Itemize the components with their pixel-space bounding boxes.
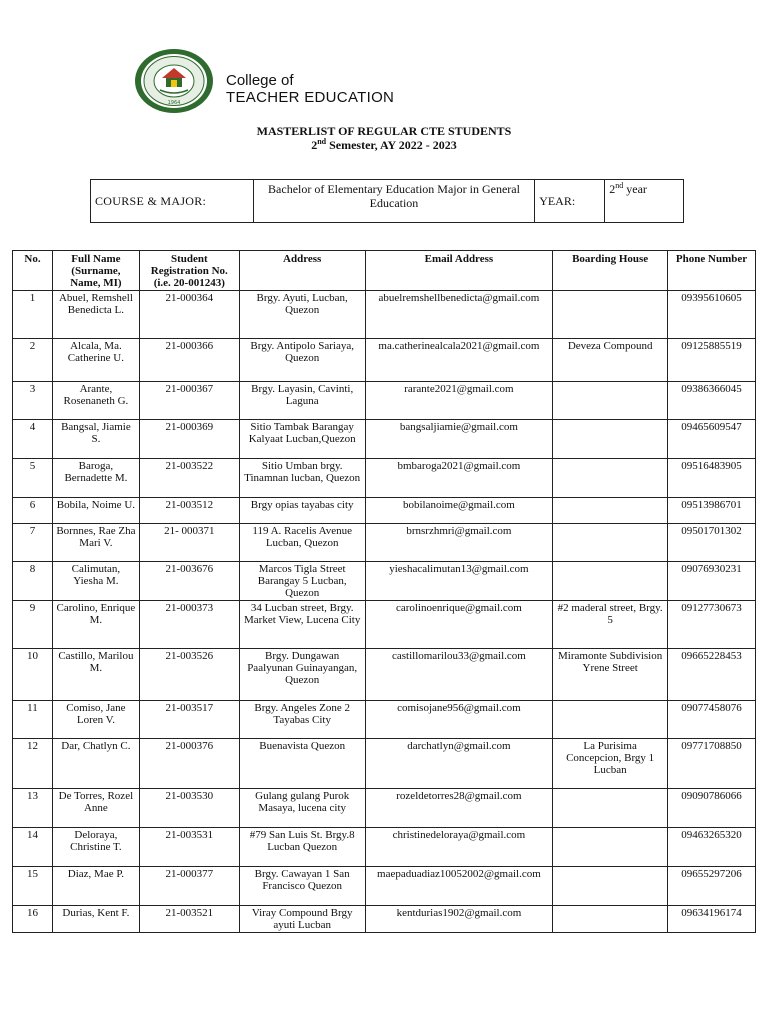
document-header <box>134 48 534 116</box>
boarding-house <box>553 789 668 828</box>
boarding-house: La Purisima Concepcion, Brgy 1 Lucban <box>553 739 668 789</box>
address: Brgy. Ayuti, Lucban, Quezon <box>239 291 365 339</box>
table-row <box>13 789 756 828</box>
table-row <box>13 382 756 420</box>
row-number: 8 <box>13 562 53 601</box>
boarding-house <box>553 382 668 420</box>
registration-number: 21-000373 <box>139 601 239 649</box>
address: Sitio Umban brgy. Tinamnan lucban, Quezon <box>239 459 365 498</box>
column-header: No. <box>13 251 53 291</box>
table-row <box>13 867 756 906</box>
year-value <box>605 180 684 223</box>
phone-number: 09395610605 <box>668 291 756 339</box>
address: Gulang gulang Purok Masaya, lucena city <box>239 789 365 828</box>
email-address: ma.catherinealcala2021@gmail.com <box>365 339 553 382</box>
column-header: Address <box>239 251 365 291</box>
full-name: Alcala, Ma. Catherine U. <box>52 339 139 382</box>
full-name: De Torres, Rozel Anne <box>52 789 139 828</box>
full-name: Deloraya, Christine T. <box>52 828 139 867</box>
address: 34 Lucban street, Brgy. Market View, Lucena City <box>239 601 365 649</box>
row-number: 16 <box>13 906 53 933</box>
document-titles <box>0 124 768 152</box>
column-header: Student Registration No. (i.e. 20-001243) <box>139 251 239 291</box>
address: 119 A. Racelis Avenue Lucban, Quezon <box>239 524 365 562</box>
phone-number: 09501701302 <box>668 524 756 562</box>
phone-number: 09634196174 <box>668 906 756 933</box>
email-address: bmbaroga2021@gmail.com <box>365 459 553 498</box>
phone-number: 09771708850 <box>668 739 756 789</box>
email-address: kentdurias1902@gmail.com <box>365 906 553 933</box>
registration-number: 21-003522 <box>139 459 239 498</box>
phone-number: 09127730673 <box>668 601 756 649</box>
full-name: Comiso, Jane Loren V. <box>52 701 139 739</box>
boarding-house <box>553 701 668 739</box>
row-number: 13 <box>13 789 53 828</box>
full-name: Bornnes, Rae Zha Mari V. <box>52 524 139 562</box>
semester-number: 2 <box>311 138 318 152</box>
row-number: 7 <box>13 524 53 562</box>
row-number: 5 <box>13 459 53 498</box>
college-line1: College of <box>226 72 294 89</box>
email-address: christinedeloraya@gmail.com <box>365 828 553 867</box>
email-address: abuelremshellbenedicta@gmail.com <box>365 291 553 339</box>
phone-number: 09465609547 <box>668 420 756 459</box>
email-address: maepaduadiaz10052002@gmail.com <box>365 867 553 906</box>
address: #79 San Luis St. Brgy.8 Lucban Quezon <box>239 828 365 867</box>
boarding-house: Deveza Compound <box>553 339 668 382</box>
course-info-table <box>90 179 684 223</box>
year-ordinal: nd <box>615 181 624 190</box>
boarding-house <box>553 867 668 906</box>
table-row <box>13 906 756 933</box>
full-name: Carolino, Enrique M. <box>52 601 139 649</box>
registration-number: 21-003531 <box>139 828 239 867</box>
phone-number: 09125885519 <box>668 339 756 382</box>
course-label: COURSE & MAJOR: <box>91 180 254 223</box>
table-row <box>13 339 756 382</box>
column-header: Email Address <box>365 251 553 291</box>
full-name: Bobila, Noime U. <box>52 498 139 524</box>
row-number: 4 <box>13 420 53 459</box>
phone-number: 09077458076 <box>668 701 756 739</box>
boarding-house <box>553 828 668 867</box>
year-rest: year <box>623 182 647 196</box>
full-name: Arante, Rosenaneth G. <box>52 382 139 420</box>
address: Brgy. Antipolo Sariaya, Quezon <box>239 339 365 382</box>
registration-number: 21-000369 <box>139 420 239 459</box>
full-name: Castillo, Marilou M. <box>52 649 139 701</box>
row-number: 12 <box>13 739 53 789</box>
registration-number: 21-000377 <box>139 867 239 906</box>
row-number: 6 <box>13 498 53 524</box>
table-header-row <box>13 251 756 291</box>
full-name: Abuel, Remshell Benedicta L. <box>52 291 139 339</box>
address: Buenavista Quezon <box>239 739 365 789</box>
student-masterlist-table <box>12 250 756 933</box>
table-row <box>13 524 756 562</box>
column-header: Phone Number <box>668 251 756 291</box>
boarding-house <box>553 420 668 459</box>
semester-rest: Semester, AY 2022 - 2023 <box>326 138 457 152</box>
boarding-house <box>553 498 668 524</box>
address: Sitio Tambak Barangay Kalyaat Lucban,Quezon <box>239 420 365 459</box>
address: Brgy. Cawayan 1 San Francisco Quezon <box>239 867 365 906</box>
registration-number: 21-003517 <box>139 701 239 739</box>
full-name: Dar, Chatlyn C. <box>52 739 139 789</box>
row-number: 1 <box>13 291 53 339</box>
row-number: 11 <box>13 701 53 739</box>
registration-number: 21-003512 <box>139 498 239 524</box>
address: Brgy. Dungawan Paalyunan Guinayangan, Quezon <box>239 649 365 701</box>
phone-number: 09516483905 <box>668 459 756 498</box>
address: Marcos Tigla Street Barangay 5 Lucban, Quezon <box>239 562 365 601</box>
phone-number: 09076930231 <box>668 562 756 601</box>
email-address: castillomarilou33@gmail.com <box>365 649 553 701</box>
boarding-house <box>553 562 668 601</box>
boarding-house <box>553 291 668 339</box>
row-number: 3 <box>13 382 53 420</box>
phone-number: 09386366045 <box>668 382 756 420</box>
row-number: 15 <box>13 867 53 906</box>
email-address: yieshacalimutan13@gmail.com <box>365 562 553 601</box>
college-name <box>226 72 394 106</box>
table-row <box>13 459 756 498</box>
table-row <box>13 828 756 867</box>
email-address: rozeldetorres28@gmail.com <box>365 789 553 828</box>
registration-number: 21-003530 <box>139 789 239 828</box>
svg-text:1964: 1964 <box>167 100 181 106</box>
email-address: darchatlyn@gmail.com <box>365 739 553 789</box>
row-number: 10 <box>13 649 53 701</box>
boarding-house <box>553 459 668 498</box>
table-row <box>13 701 756 739</box>
email-address: bobilanoime@gmail.com <box>365 498 553 524</box>
boarding-house <box>553 906 668 933</box>
table-row <box>13 739 756 789</box>
registration-number: 21-000366 <box>139 339 239 382</box>
semester-subtitle <box>0 138 768 152</box>
table-row <box>13 562 756 601</box>
email-address: comisojane956@gmail.com <box>365 701 553 739</box>
college-line2: TEACHER EDUCATION <box>226 89 395 106</box>
masterlist-title: MASTERLIST OF REGULAR CTE STUDENTS <box>256 124 512 138</box>
address: Viray Compound Brgy ayuti Lucban <box>239 906 365 933</box>
boarding-house: #2 maderal street, Brgy. 5 <box>553 601 668 649</box>
table-row <box>13 498 756 524</box>
address: Brgy. Angeles Zone 2 Tayabas City <box>239 701 365 739</box>
year-number: 2 <box>609 182 616 196</box>
phone-number: 09655297206 <box>668 867 756 906</box>
table-row <box>13 601 756 649</box>
registration-number: 21-000367 <box>139 382 239 420</box>
email-address: brnsrzhmri@gmail.com <box>365 524 553 562</box>
semester-ordinal: nd <box>317 137 327 146</box>
table-row <box>13 420 756 459</box>
column-header: Boarding House <box>553 251 668 291</box>
email-address: bangsaljiamie@gmail.com <box>365 420 553 459</box>
phone-number: 09665228453 <box>668 649 756 701</box>
row-number: 2 <box>13 339 53 382</box>
table-row <box>13 291 756 339</box>
registration-number: 21-003526 <box>139 649 239 701</box>
registration-number: 21-003676 <box>139 562 239 601</box>
boarding-house: Miramonte Subdivision Yrene Street <box>553 649 668 701</box>
full-name: Durias, Kent F. <box>52 906 139 933</box>
table-row <box>13 649 756 701</box>
row-number: 14 <box>13 828 53 867</box>
column-header: Full Name (Surname, Name, MI) <box>52 251 139 291</box>
email-address: rarante2021@gmail.com <box>365 382 553 420</box>
phone-number: 09090786066 <box>668 789 756 828</box>
full-name: Bangsal, Jiamie S. <box>52 420 139 459</box>
registration-number: 21-003521 <box>139 906 239 933</box>
phone-number: 09463265320 <box>668 828 756 867</box>
registration-number: 21-000364 <box>139 291 239 339</box>
address: Brgy. Layasin, Cavinti, Laguna <box>239 382 365 420</box>
year-label: YEAR: <box>535 180 605 223</box>
email-address: carolinoenrique@gmail.com <box>365 601 553 649</box>
registration-number: 21-000376 <box>139 739 239 789</box>
university-seal-logo <box>134 48 214 114</box>
full-name: Baroga, Bernadette M. <box>52 459 139 498</box>
phone-number: 09513986701 <box>668 498 756 524</box>
full-name: Diaz, Mae P. <box>52 867 139 906</box>
registration-number: 21- 000371 <box>139 524 239 562</box>
full-name: Calimutan, Yiesha M. <box>52 562 139 601</box>
address: Brgy opias tayabas city <box>239 498 365 524</box>
boarding-house <box>553 524 668 562</box>
course-value: Bachelor of Elementary Education Major in General Education <box>253 180 534 223</box>
row-number: 9 <box>13 601 53 649</box>
